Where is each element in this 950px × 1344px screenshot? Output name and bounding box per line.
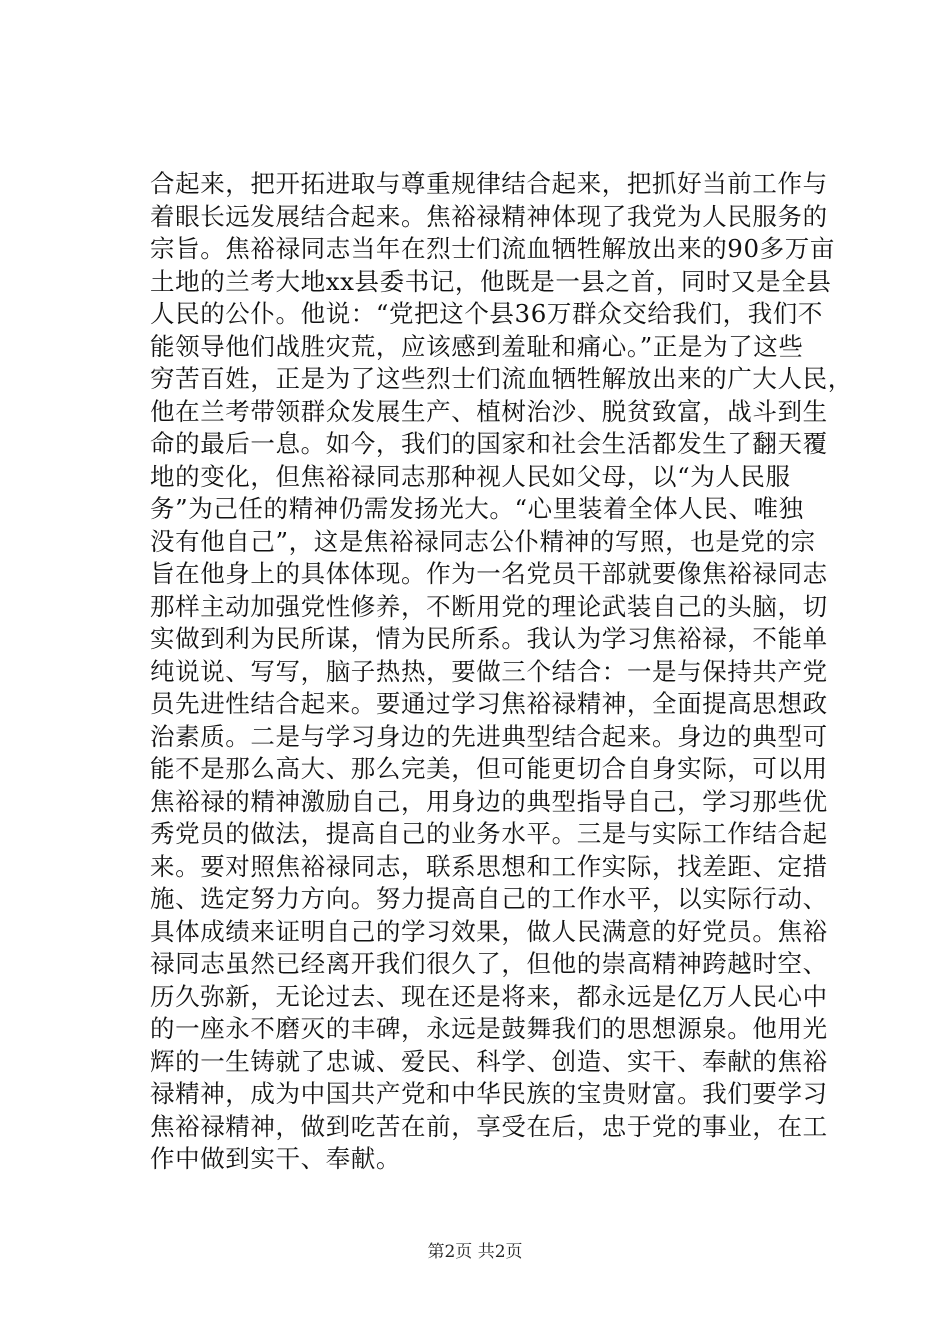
text-line: 地的变化，但焦裕禄同志那种视人民如父母，以“为人民服: [150, 461, 791, 491]
text-line: 焦裕禄精神，做到吃苦在前，享受在后，忠于党的事业，在工: [150, 1111, 828, 1141]
text-line: 土地的兰考大地xx县委书记，他既是一县之首，同时又是全县: [150, 266, 832, 296]
text-line: 人民的公仆。他说：“党把这个县36万群众交给我们，我们不: [150, 299, 823, 328]
text-line: 宗旨。焦裕禄同志当年在烈士们流血牺牲解放出来的90多万亩: [150, 234, 835, 263]
text-line: 着眼长远发展结合起来。焦裕禄精神体现了我党为人民服务的: [150, 201, 828, 231]
text-line: 他在兰考带领群众发展生产、植树治沙、脱贫致富，战斗到生: [150, 396, 828, 426]
text-line: 穷苦百姓，正是为了这些烈士们流血牺牲解放出来的广大人民，: [150, 364, 853, 393]
text-line: 来。要对照焦裕禄同志，联系思想和工作实际，找差距、定措: [150, 851, 828, 881]
body-text: [150, 168, 853, 1176]
text-line: 具体成绩来证明自己的学习效果，做人民满意的好党员。焦裕: [150, 916, 828, 946]
text-line: 禄精神，成为中国共产党和中华民族的宝贵财富。我们要学习: [150, 1079, 828, 1108]
text-line: 治素质。二是与学习身边的先进典型结合起来。身边的典型可: [150, 721, 828, 751]
text-line: 实做到利为民所谋，情为民所系。我认为学习焦裕禄，不能单: [150, 624, 828, 653]
text-line: 务”为己任的精神仍需发扬光大。“心里装着全体人民、唯独: [150, 494, 804, 523]
text-line: 秀党员的做法，提高自己的业务水平。三是与实际工作结合起: [150, 819, 828, 848]
text-line: 纯说说、写写，脑子热热，要做三个结合：一是与保持共产党: [150, 656, 828, 686]
text-line: 施、选定努力方向。努力提高自己的工作水平，以实际行动、: [150, 884, 828, 913]
page-number-footer: 第2页 共2页: [427, 1242, 523, 1262]
text-line: 辉的一生铸就了忠诚、爱民、科学、创造、实干、奉献的焦裕: [150, 1046, 828, 1076]
text-line: 员先进性结合起来。要通过学习焦裕禄精神，全面提高思想政: [150, 689, 828, 718]
text-line: 合起来，把开拓进取与尊重规律结合起来，把抓好当前工作与: [150, 169, 828, 198]
text-line: 的一座永不磨灭的丰碑，永远是鼓舞我们的思想源泉。他用光: [150, 1014, 828, 1043]
text-line: 历久弥新，无论过去、现在还是将来，都永远是亿万人民心中: [150, 981, 828, 1011]
text-line: 能领导他们战胜灾荒，应该感到羞耻和痛心。”正是为了这些: [150, 331, 804, 361]
text-line: 作中做到实干、奉献。: [150, 1144, 401, 1173]
text-line: 命的最后一息。如今，我们的国家和社会生活都发生了翻天覆: [150, 429, 828, 458]
text-line: 禄同志虽然已经离开我们很久了，但他的崇高精神跨越时空、: [150, 949, 828, 978]
text-line: 能不是那么高大、那么完美，但可能更切合自身实际，可以用: [150, 754, 828, 783]
text-line: 没有他自己”，这是焦裕禄同志公仆精神的写照，也是党的宗: [150, 526, 816, 556]
text-line: 那样主动加强党性修养，不断用党的理论武装自己的头脑，切: [150, 591, 828, 621]
text-line: 焦裕禄的精神激励自己，用身边的典型指导自己，学习那些优: [150, 786, 828, 816]
text-line: 旨在他身上的具体体现。作为一名党员干部就要像焦裕禄同志: [150, 559, 828, 588]
